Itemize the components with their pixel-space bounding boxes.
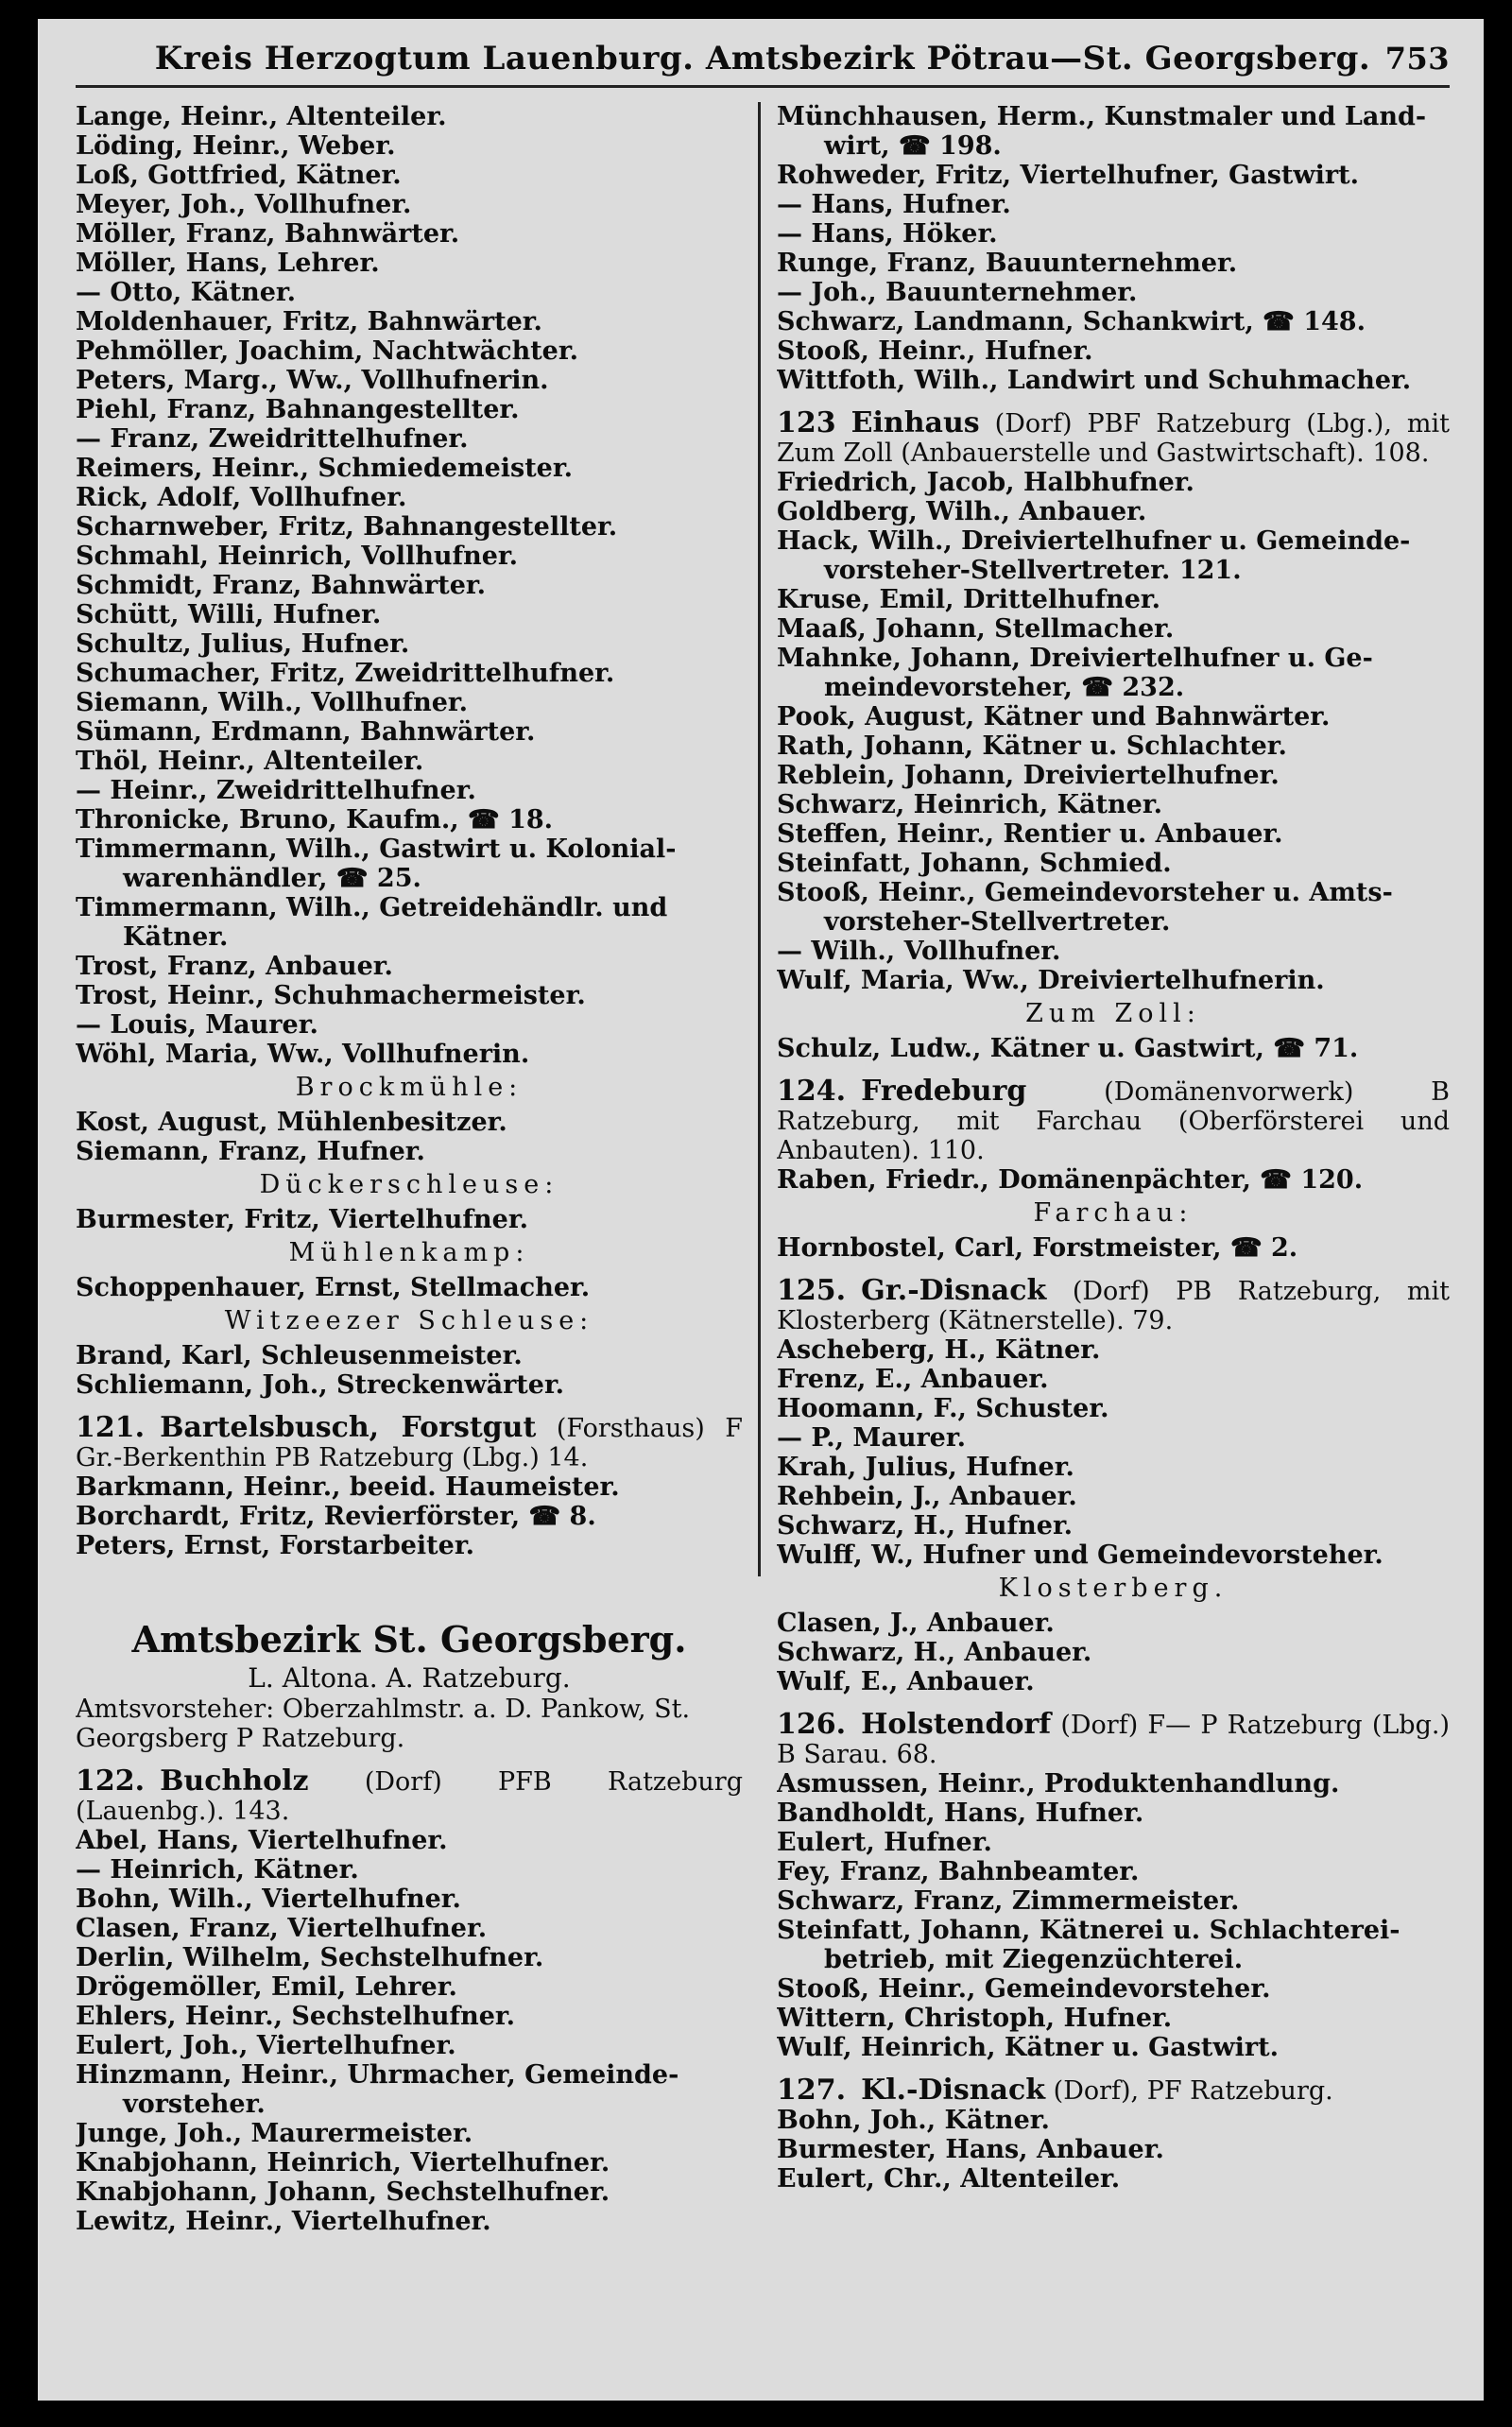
place-name: Einhaus [850,406,980,439]
place-name: Fredeburg [861,1075,1027,1108]
entry-continuation: betrieb, mit Ziegenzüchterei. [824,1945,1244,1974]
list-item: Timmermann, Wilh., Gastwirt u. Kolonial- [76,835,677,864]
list-item: Ehlers, Heinr., Sechstelhufner. [76,2002,516,2031]
page-number: 753 [1384,41,1450,77]
list-item: Schwarz, Heinrich, Kätner. [777,790,1162,819]
list-item: Rath, Johann, Kätner u. Schlachter. [777,732,1287,761]
list-item: Mahnke, Johann, Dreiviertelhufner u. Ge- [777,644,1373,673]
district-info: Amtsvorsteher: Oberzahlmstr. a. D. Pankow, St. Georgsberg P Ratzeburg. [76,1695,691,1753]
list-item: Schmidt, Franz, Bahnwärter. [76,571,487,600]
list-item: Burmester, Hans, Anbauer. [777,2135,1164,2164]
list-item: Clasen, J., Anbauer. [777,1609,1055,1638]
list-item: Eulert, Chr., Altenteiler. [777,2164,1121,2194]
list-item: Stooß, Heinr., Gemeindevorsteher. [777,1974,1271,2004]
right-column [777,102,1450,2418]
entry-continuation: Kätner. [123,922,229,952]
list-item: Derlin, Wilhelm, Sechstelhufner. [76,1943,544,1972]
list-item: Hoomann, F., Schuster. [777,1394,1109,1423]
list-item: Wulf, E., Anbauer. [777,1667,1035,1696]
list-item: Schwarz, H., Anbauer. [777,1638,1092,1667]
list-item: Münchhausen, Herm., Kunstmaler und Land- [777,102,1427,131]
list-item: — P., Maurer. [777,1423,966,1453]
list-item: Goldberg, Wilh., Anbauer. [777,497,1147,526]
list-item: Peters, Ernst, Forstarbeiter. [76,1531,474,1560]
list-item: Lewitz, Heinr., Viertelhufner. [76,2207,491,2236]
list-item: Schultz, Julius, Hufner. [76,629,410,659]
list-item: — Louis, Maurer. [76,1010,318,1040]
entry-continuation: vorsteher-Stellvertreter. [824,907,1171,937]
entry-number: 124. [777,1075,847,1108]
list-item: Stooß, Heinr., Gemeindevorsteher u. Amts- [777,878,1393,907]
list-item: Möller, Franz, Bahnwärter. [76,219,460,249]
district-title: Amtsbezirk St. Georgsberg. [131,1618,687,1661]
place-name: Holstendorf [861,1708,1052,1741]
list-item: Rick, Adolf, Vollhufner. [76,483,407,512]
list-item: — Hans, Höker. [777,219,998,249]
list-item: Möller, Hans, Lehrer. [76,249,380,278]
place-name: Gr.-Disnack [861,1274,1047,1307]
place-entry-heading [777,2075,1450,2106]
list-item: — Otto, Kätner. [76,278,297,307]
list-item: Borchardt, Fritz, Revierförster, ☎ 8. [76,1502,596,1531]
locality-subheading: Mühlenkamp: [288,1238,530,1267]
column-divider [758,102,761,1576]
list-item: Löding, Heinr., Weber. [76,131,396,161]
list-item: Kruse, Emil, Drittelhufner. [777,585,1161,614]
list-item: — Heinrich, Kätner. [76,1855,359,1885]
place-name: Kl.-Disnack [861,2074,1046,2107]
locality-subheading: Dückerschleuse: [259,1170,559,1199]
locality-subheading: Zum Zoll: [1025,999,1201,1028]
place-entry-heading [777,1076,1450,1165]
list-item: Wulff, W., Hufner und Gemeindevorsteher. [777,1541,1383,1570]
list-item: Eulert, Hufner. [777,1828,992,1857]
locality-subheading: Witzeezer Schleuse: [224,1306,594,1335]
list-item: Thronicke, Bruno, Kaufm., ☎ 18. [76,805,554,835]
list-item: — Joh., Bauunternehmer. [777,278,1138,307]
list-item: Schoppenhauer, Ernst, Stellmacher. [76,1273,591,1302]
list-item: Burmester, Fritz, Viertelhufner. [76,1205,528,1234]
list-item: Trost, Franz, Anbauer. [76,952,393,981]
entry-continuation: vorsteher-Stellvertreter. 121. [824,556,1242,585]
place-details: (Domänenvorwerk) B Ratzeburg, mit Farchau (Oberförsterei und Anbauten). 110. [777,1077,1450,1165]
entry-number: 123 [777,406,836,439]
list-item: — Hans, Hufner. [777,190,1011,219]
list-item: Wittern, Christoph, Hufner. [777,2004,1173,2033]
list-item: Siemann, Wilh., Vollhufner. [76,688,469,717]
list-item: Barkmann, Heinr., beeid. Haumeister. [76,1472,620,1502]
list-item: — Wilh., Vollhufner. [777,937,1061,966]
place-name: Bartelsbusch, Forstgut [160,1411,537,1444]
list-item: Siemann, Franz, Hufner. [76,1137,425,1166]
list-item: Schwarz, Landmann, Schankwirt, ☎ 148. [777,307,1366,336]
list-item: Hornbostel, Carl, Forstmeister, ☎ 2. [777,1233,1298,1263]
list-item: Knabjohann, Heinrich, Viertelhufner. [76,2148,610,2177]
list-item: Maaß, Johann, Stellmacher. [777,614,1175,644]
entry-number: 126. [777,1708,847,1741]
locality-subheading: Farchau: [1033,1198,1194,1228]
list-item: Hinzmann, Heinr., Uhrmacher, Gemeinde- [76,2060,679,2090]
list-item: Frenz, E., Anbauer. [777,1365,1049,1394]
list-item: Peters, Marg., Ww., Vollhufnerin. [76,366,549,395]
list-item: Kost, August, Mühlenbesitzer. [76,1108,507,1137]
list-item: Runge, Franz, Bauunternehmer. [777,249,1238,278]
header-title: Kreis Herzogtum Lauenburg. Amtsbezirk Pötrau—St. Georgsberg. [154,40,1371,77]
list-item: Fey, Franz, Bahnbeamter. [777,1857,1140,1886]
entry-number: 122. [76,1764,146,1798]
list-item: Steinfatt, Johann, Schmied. [777,849,1172,878]
entry-continuation: meindevorsteher, ☎ 232. [824,673,1185,702]
list-item: Schwarz, H., Hufner. [777,1511,1074,1541]
columns [76,102,1450,2418]
list-item: Reblein, Johann, Dreiviertelhufner. [777,761,1280,790]
list-item: Brand, Karl, Schleusenmeister. [76,1341,523,1370]
left-column [76,102,743,2418]
list-item: Thöl, Heinr., Altenteiler. [76,747,424,776]
place-entry-heading [777,1276,1450,1335]
entry-continuation: vorsteher. [123,2090,266,2119]
list-item: Schwarz, Franz, Zimmermeister. [777,1886,1240,1916]
list-item: Friedrich, Jacob, Halbhufner. [777,468,1194,497]
list-item: Wulf, Heinrich, Kätner u. Gastwirt. [777,2033,1279,2062]
list-item: Reimers, Heinr., Schmiedemeister. [76,454,573,483]
place-details: (Forsthaus) F Gr.-Berkenthin PB Ratzeburg (Lbg.) 14. [76,1414,743,1472]
list-item: Moldenhauer, Fritz, Bahnwärter. [76,307,542,336]
list-item: Ascheberg, H., Kätner. [777,1335,1101,1365]
list-item: — Franz, Zweidrittelhufner. [76,424,469,454]
list-item: Lange, Heinr., Altenteiler. [76,102,447,131]
place-details: (Dorf) PBF Ratzeburg (Lbg.), mit Zum Zoll (Anbauerstelle und Gastwirtschaft). 108. [777,409,1450,468]
list-item: Wulf, Maria, Ww., Dreiviertelhufnerin. [777,966,1325,995]
list-item: Stooß, Heinr., Hufner. [777,336,1093,366]
entry-number: 121. [76,1411,146,1444]
place-entry-heading [76,1413,743,1472]
list-item: Schmahl, Heinrich, Vollhufner. [76,542,519,571]
place-name: Buchholz [160,1764,309,1798]
entry-continuation: wirt, ☎ 198. [824,131,1002,161]
list-item: Schumacher, Fritz, Zweidrittelhufner. [76,659,615,688]
list-item: Piehl, Franz, Bahnangestellter. [76,395,520,424]
locality-subheading: Klosterberg. [998,1574,1228,1603]
list-item: Eulert, Joh., Viertelhufner. [76,2031,456,2060]
place-entry-heading [777,408,1450,468]
list-item: Knabjohann, Johann, Sechstelhufner. [76,2177,610,2207]
list-item: Rehbein, J., Anbauer. [777,1482,1077,1511]
list-item: Bohn, Joh., Kätner. [777,2106,1050,2135]
list-item: Schulz, Ludw., Kätner u. Gastwirt, ☎ 71. [777,1034,1359,1063]
list-item: Timmermann, Wilh., Getreidehändlr. und [76,893,668,922]
list-item: — Heinr., Zweidrittelhufner. [76,776,476,805]
list-item: Schütt, Willi, Hufner. [76,600,382,629]
list-item: Abel, Hans, Viertelhufner. [76,1826,448,1855]
place-details: (Dorf) PFB Ratzeburg (Lauenbg.). 143. [76,1767,743,1826]
list-item: Steffen, Heinr., Rentier u. Anbauer. [777,819,1283,849]
place-details: (Dorf) F— P Ratzeburg (Lbg.) B Sarau. 68. [777,1711,1450,1769]
list-item: Drögemöller, Emil, Lehrer. [76,1972,457,2002]
list-item: Pehmöller, Joachim, Nachtwächter. [76,336,579,366]
list-item: Meyer, Joh., Vollhufner. [76,190,412,219]
district-subtitle: L. Altona. A. Ratzeburg. [248,1662,571,1694]
list-item: Loß, Gottfried, Kätner. [76,161,402,190]
place-entry-heading [777,1710,1450,1769]
list-item: Wöhl, Maria, Ww., Vollhufnerin. [76,1040,530,1069]
list-item: Schliemann, Joh., Streckenwärter. [76,1370,565,1400]
place-details: (Dorf) PB Ratzeburg, mit Klosterberg (Kätnerstelle). 79. [777,1277,1450,1335]
list-item: Junge, Joh., Maurermeister. [76,2119,473,2148]
list-item: Rohweder, Fritz, Viertelhufner, Gastwirt. [777,161,1360,190]
list-item: Pook, August, Kätner und Bahnwärter. [777,702,1331,732]
entry-continuation: warenhändler, ☎ 25. [123,864,421,893]
list-item: Bandholdt, Hans, Hufner. [777,1799,1144,1828]
list-item: Trost, Heinr., Schuhmachermeister. [76,981,586,1010]
list-item: Sümann, Erdmann, Bahnwärter. [76,717,536,747]
list-item: Raben, Friedr., Domänenpächter, ☎ 120. [777,1165,1364,1195]
list-item: Steinfatt, Johann, Kätnerei u. Schlachterei- [777,1916,1400,1945]
list-item: Wittfoth, Wilh., Landwirt und Schuhmacher. [777,366,1412,395]
place-entry-heading [76,1766,743,1826]
place-details: (Dorf), PF Ratzeburg. [1053,2076,1333,2106]
entry-number: 125. [777,1274,847,1307]
list-item: Asmussen, Heinr., Produktenhandlung. [777,1769,1340,1799]
list-item: Hack, Wilh., Dreiviertelhufner u. Gemeinde- [777,526,1411,556]
list-item: Clasen, Franz, Viertelhufner. [76,1914,488,1943]
list-item: Krah, Julius, Hufner. [777,1453,1074,1482]
list-item: Bohn, Wilh., Viertelhufner. [76,1885,461,1914]
entry-number: 127. [777,2074,847,2107]
locality-subheading: Brockmühle: [295,1073,524,1102]
list-item: Scharnweber, Fritz, Bahnangestellter. [76,512,618,542]
page-header [76,32,1450,88]
